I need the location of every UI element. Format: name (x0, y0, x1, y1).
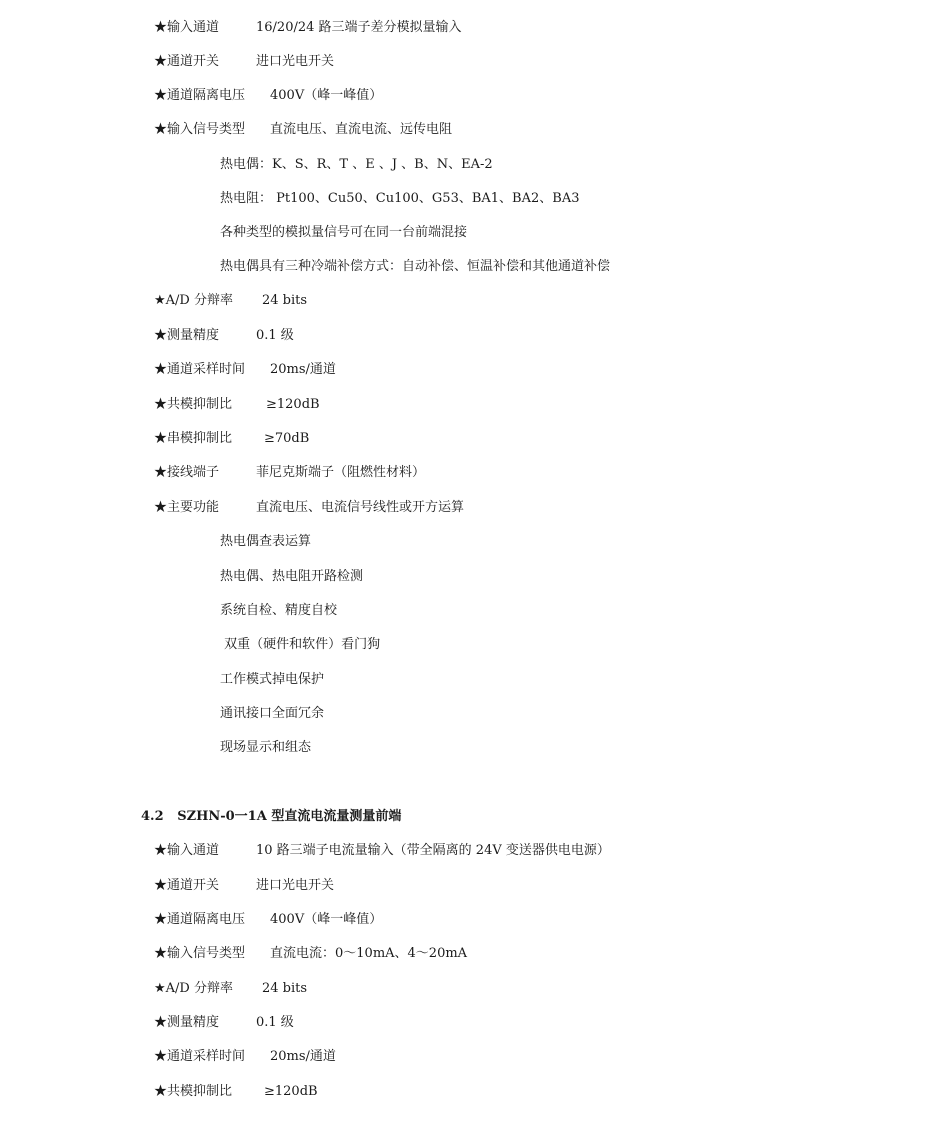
spec-label: ★测量精度 (154, 328, 220, 343)
spec-value: 24 bits (262, 981, 308, 996)
spec-value: 直流电压、电流信号线性或开方运算 (256, 500, 465, 515)
function-sub-item: 系统自检、精度自校 (220, 603, 338, 618)
spec-label: ★共模抑制比 (154, 1084, 233, 1099)
spec-label: ★通道开关 (154, 54, 220, 69)
spec-value: 400V（峰一峰值） (270, 912, 383, 927)
spec-label: ★串模抑制比 (154, 431, 233, 446)
spec-label: ★输入通道 (154, 20, 220, 35)
function-sub-item: 通讯接口全面冗余 (220, 706, 325, 721)
spec-label: ★通道采样时间 (154, 1049, 246, 1064)
function-sub-item: 热电偶、热电阻开路检测 (220, 569, 364, 584)
spec-label: ★接线端子 (154, 465, 220, 480)
spec-value: 菲尼克斯端子（阻燃性材料） (256, 465, 426, 480)
spec-value: 24 bits (262, 293, 308, 308)
spec-value: 0.1 级 (256, 328, 294, 343)
signal-sub-rtd: 热电阻： Pt100、Cu50、Cu100、G53、BA1、BA2、BA3 (220, 191, 580, 206)
spec-label: ★通道隔离电压 (154, 88, 246, 103)
signal-sub-cold-junction: 热电偶具有三种冷端补偿方式：自动补偿、恒温补偿和其他通道补偿 (220, 259, 611, 274)
function-sub-item: 现场显示和组态 (220, 740, 312, 755)
spec-value: 16/20/24 路三端子差分模拟量输入 (256, 20, 462, 35)
spec-value: ≥70dB (264, 431, 310, 446)
spec-label: ★A/D 分辩率 (154, 981, 233, 996)
spec-label: ★输入信号类型 (154, 122, 246, 137)
spec-label: ★通道隔离电压 (154, 912, 246, 927)
spec-label: ★主要功能 (154, 500, 220, 515)
spec-label: ★共模抑制比 (154, 397, 233, 412)
spec-label: ★输入信号类型 (154, 946, 246, 961)
spec-label: ★通道采样时间 (154, 362, 246, 377)
spec-value: 进口光电开关 (256, 878, 335, 893)
function-sub-item: 双重（硬件和软件）看门狗 (220, 637, 381, 652)
spec-value: 直流电流：0～10mA、4～20mA (270, 946, 468, 961)
spec-value: 进口光电开关 (256, 54, 335, 69)
spec-label: ★测量精度 (154, 1015, 220, 1030)
signal-sub-mixed: 各种类型的模拟量信号可在同一台前端混接 (220, 225, 468, 240)
spec-value: 20ms/通道 (270, 362, 336, 377)
section-heading: 4.2 SZHN-0一1A 型直流电流量测量前端 (141, 809, 402, 824)
spec-value: 10 路三端子电流量输入（带全隔离的 24V 变送器供电电源） (256, 843, 610, 858)
function-sub-item: 工作模式掉电保护 (220, 672, 325, 687)
spec-value: ≥120dB (266, 397, 320, 412)
spec-value: 20ms/通道 (270, 1049, 336, 1064)
spec-label: ★通道开关 (154, 878, 220, 893)
spec-value: ≥120dB (264, 1084, 318, 1099)
spec-label: ★A/D 分辩率 (154, 293, 233, 308)
spec-value: 400V（峰一峰值） (270, 88, 383, 103)
spec-label: ★输入通道 (154, 843, 220, 858)
spec-value: 直流电压、直流电流、远传电阻 (270, 122, 453, 137)
function-sub-item: 热电偶查表运算 (220, 534, 312, 549)
signal-sub-thermocouple: 热电偶：K、S、R、T 、E 、J 、B、N、EA-2 (220, 157, 493, 172)
spec-value: 0.1 级 (256, 1015, 294, 1030)
